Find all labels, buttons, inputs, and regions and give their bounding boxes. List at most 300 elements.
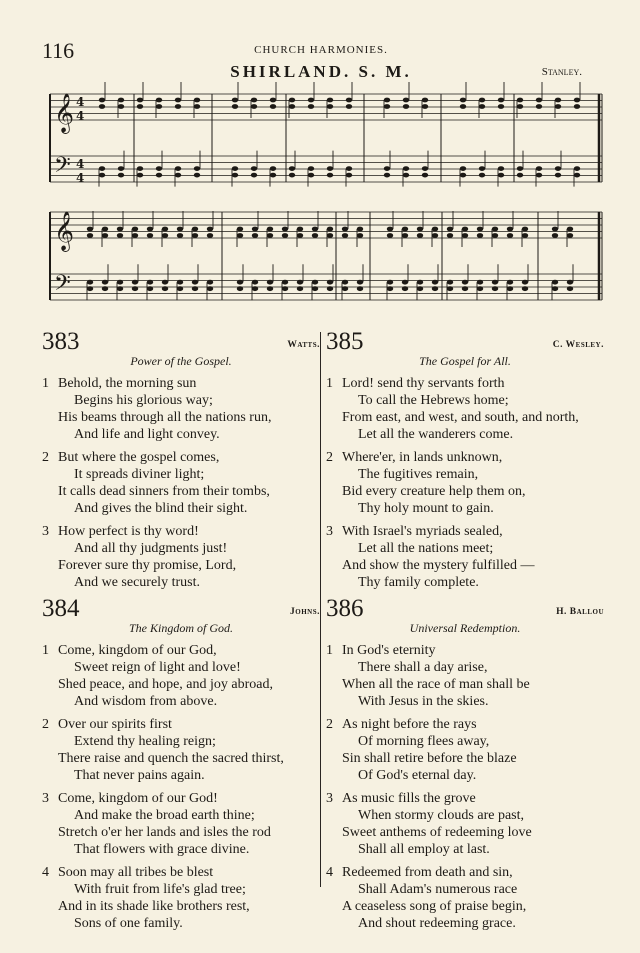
note-head [555,166,561,171]
treble-clef-icon: 𝄞 [54,93,75,133]
verse-line [326,574,604,591]
stanza-number: 3 [326,524,333,539]
note-head [267,233,273,238]
verse-text: Sin shall retire before the blaze [342,751,517,766]
verse-line [42,449,320,466]
verse-text: That flowers with grace divine. [74,842,250,857]
note-head [156,104,162,109]
stanza [42,864,320,932]
hymn-header [42,597,320,623]
note-head [99,173,105,178]
verse-line [326,915,604,932]
note-head [387,227,393,232]
verse-line [42,540,320,557]
note-head [117,286,123,291]
time-signature: 4 [76,95,85,109]
note-head [447,280,453,285]
note-head [522,280,528,285]
note-head [102,233,108,238]
hymn-header [326,330,604,356]
note-head [403,98,409,103]
note-head [132,286,138,291]
verse-text: There shall a day arise, [358,660,488,675]
note-head [447,286,453,291]
stanza [326,642,604,710]
note-head [270,166,276,171]
bass-clef-icon: 𝄢 [54,153,71,183]
verse-text: And life and light convey. [74,427,220,442]
verse-line [42,750,320,767]
note-head [402,233,408,238]
note-head [417,233,423,238]
note-head [117,227,123,232]
note-head [147,233,153,238]
stanza-number: 1 [326,643,333,658]
verse-line [326,733,604,750]
verse-text: From east, and west, and south, and north, [342,410,579,425]
treble-clef-icon: 𝄞 [54,211,75,251]
hymn-384 [42,597,320,932]
note-head [232,98,238,103]
note-head [536,98,542,103]
note-head [417,227,423,232]
stanza-number: 4 [42,865,49,880]
note-head [402,280,408,285]
note-head [422,104,428,109]
note-head [308,104,314,109]
note-head [237,233,243,238]
stanza [42,449,320,517]
note-head [327,98,333,103]
note-head [422,166,428,171]
verse-line [42,824,320,841]
note-head [156,98,162,103]
note-head [251,166,257,171]
note-head [147,227,153,232]
stanza-number: 2 [42,717,49,732]
note-head [402,227,408,232]
stanza [326,716,604,784]
note-head [357,280,363,285]
verse-text: Behold, the morning sun [58,376,197,391]
note-head [517,104,523,109]
verse-text: With Jesus in the skies. [358,694,489,709]
bass-clef-icon: 𝄢 [54,271,71,301]
verse-line [326,375,604,392]
stanza [42,642,320,710]
note-head [552,227,558,232]
note-head [308,173,314,178]
stanza-number: 3 [42,524,49,539]
note-head [567,280,573,285]
note-head [384,166,390,171]
verse-line [42,523,320,540]
note-head [175,104,181,109]
note-head [479,173,485,178]
note-head [432,233,438,238]
note-head [312,286,318,291]
note-head [387,233,393,238]
verse-line [326,864,604,881]
note-head [232,173,238,178]
note-head [177,227,183,232]
note-head [207,233,213,238]
left-column [42,330,320,938]
stanza-number: 1 [42,643,49,658]
note-head [384,173,390,178]
note-head [251,173,257,178]
note-head [479,98,485,103]
verse-text: Shall all employ at last. [358,842,490,857]
verse-line [42,426,320,443]
verse-text: Lord! send thy servants forth [342,376,505,391]
note-head [342,227,348,232]
note-head [137,104,143,109]
note-head [207,286,213,291]
stanza-number: 4 [326,865,333,880]
verse-line [326,676,604,693]
verse-text: Sweet anthems of redeeming love [342,825,532,840]
note-head [522,227,528,232]
note-head [118,166,124,171]
note-head [432,280,438,285]
note-head [432,227,438,232]
hymn-386 [326,597,604,932]
verse-text: Begins his glorious way; [74,393,213,408]
note-head [175,173,181,178]
verse-line [326,767,604,784]
verse-text: And wisdom from above. [74,694,218,709]
note-head [346,104,352,109]
verse-line [42,898,320,915]
note-head [447,233,453,238]
verse-text: Thy family complete. [358,575,479,590]
note-head [492,233,498,238]
note-head [312,233,318,238]
verse-text: And in its shade like brothers rest, [58,899,250,914]
note-head [147,280,153,285]
verse-line [42,659,320,676]
note-head [156,166,162,171]
verse-text: As music fills the grove [342,791,476,806]
note-head [312,280,318,285]
verse-line [42,676,320,693]
verse-text: Let all the nations meet; [358,541,494,556]
note-head [327,173,333,178]
note-head [536,104,542,109]
note-head [574,173,580,178]
time-signature: 4 [76,157,85,171]
note-head [460,104,466,109]
verse-line [326,426,604,443]
note-head [137,173,143,178]
note-head [536,173,542,178]
verse-text: Extend thy healing reign; [74,734,216,749]
note-head [102,227,108,232]
tune-title: SHIRLAND. S. M. [230,62,412,81]
note-head [432,286,438,291]
note-head [507,233,513,238]
verse-text: Shed peace, and hope, and joy abroad, [58,677,273,692]
note-head [492,286,498,291]
running-title: CHURCH HARMONIES. [254,44,388,56]
note-head [384,98,390,103]
verse-line [326,824,604,841]
note-head [517,98,523,103]
hymn-subtitle: Universal Redemption. [409,621,521,635]
verse-text: Over our spirits first [58,717,172,732]
verse-line [326,898,604,915]
note-head [327,166,333,171]
note-head [327,280,333,285]
hymn-subtitle: The Gospel for All. [419,354,511,368]
note-head [555,104,561,109]
stanza-number: 3 [326,791,333,806]
note-head [102,280,108,285]
note-head [422,173,428,178]
hymn-author: Watts. [287,340,320,350]
note-head [270,173,276,178]
verse-text: And shout redeeming grace. [358,916,516,931]
verse-text: It spreads diviner light; [74,467,205,482]
verse-line [42,483,320,500]
note-head [403,173,409,178]
verse-text: But where the gospel comes, [58,450,220,465]
hymn-subtitle: Power of the Gospel. [130,354,232,368]
hymn-383 [42,330,320,591]
note-head [327,104,333,109]
note-head [492,280,498,285]
hymn-author: C. Wesley. [552,340,604,350]
note-head [232,166,238,171]
note-head [175,166,181,171]
hymn-author: Johns. [290,607,320,617]
verse-text: And gives the blind their sight. [74,501,248,516]
note-head [536,166,542,171]
hymn-header [42,330,320,356]
note-head [162,280,168,285]
verse-line [326,466,604,483]
note-head [117,233,123,238]
note-head [462,280,468,285]
note-head [270,98,276,103]
stanza [42,375,320,443]
stanza-number: 3 [42,791,49,806]
stanza [326,864,604,932]
verse-text: With Israel's myriads sealed, [342,524,503,539]
verse-text: Sweet reign of light and love! [74,660,241,675]
note-head [192,227,198,232]
verse-text: Shall Adam's numerous race [358,882,518,897]
hymn-author: H. Ballou [556,607,604,617]
note-head [251,98,257,103]
time-signature: 4 [76,109,85,123]
verse-line [42,881,320,898]
note-head [447,227,453,232]
verse-text: His beams through all the nations run, [58,410,272,425]
note-head [87,286,93,291]
note-head [118,98,124,103]
verse-text: With fruit from life's glad tree; [74,882,246,897]
note-head [297,280,303,285]
verse-line [42,375,320,392]
stanza [326,375,604,443]
note-head [175,98,181,103]
note-head [267,286,273,291]
verse-text: Of morning flees away, [358,734,490,749]
note-head [102,286,108,291]
stanza [326,449,604,517]
note-head [477,227,483,232]
note-head [289,166,295,171]
note-head [207,280,213,285]
note-head [477,233,483,238]
verse-text: To call the Hebrews home; [358,393,509,408]
note-head [252,286,258,291]
page-number: 116 [42,38,75,63]
hymn-subtitle: The Kingdom of God. [128,621,233,635]
note-head [507,286,513,291]
right-column [326,330,604,938]
verse-line [42,841,320,858]
stanza-number: 2 [326,450,333,465]
note-head [267,280,273,285]
note-head [507,280,513,285]
verse-line [326,409,604,426]
note-head [87,227,93,232]
column-divider [320,332,321,887]
note-head [555,98,561,103]
note-head [237,227,243,232]
note-head [177,280,183,285]
verse-text: And we securely trust. [74,575,200,590]
tune-composer: Stanley. [541,66,582,78]
note-head [517,173,523,178]
note-head [342,233,348,238]
note-head [147,286,153,291]
note-head [498,166,504,171]
note-head [282,286,288,291]
note-head [194,166,200,171]
hymn-number: 385 [326,328,364,355]
note-head [289,173,295,178]
note-head [498,173,504,178]
verse-text: How perfect is thy word! [58,524,199,539]
note-head [137,98,143,103]
note-head [387,280,393,285]
verse-text: When stormy clouds are past, [358,808,525,823]
verse-line [42,557,320,574]
note-head [132,227,138,232]
stanza [42,716,320,784]
note-head [555,173,561,178]
note-head [507,227,513,232]
stanza [326,523,604,591]
note-head [460,98,466,103]
verse-line [326,392,604,409]
note-head [118,173,124,178]
note-head [462,233,468,238]
time-signature: 4 [76,171,85,185]
note-head [498,98,504,103]
note-head [132,280,138,285]
note-head [327,286,333,291]
verse-line [326,642,604,659]
note-head [267,227,273,232]
note-head [194,173,200,178]
note-head [477,286,483,291]
note-head [192,233,198,238]
stanza [42,523,320,591]
verse-line [42,693,320,710]
verse-text: Thy holy mount to gain. [358,501,494,516]
verse-text: Bid every creature help them on, [342,484,526,499]
verse-text: Forever sure thy promise, Lord, [58,558,237,573]
note-head [232,104,238,109]
note-head [237,280,243,285]
verse-line [326,750,604,767]
verse-line [42,409,320,426]
note-head [462,286,468,291]
note-head [498,104,504,109]
note-head [252,233,258,238]
verse-line [42,466,320,483]
verse-text: As night before the rays [342,717,477,732]
note-head [567,227,573,232]
note-head [346,173,352,178]
stanza-number: 2 [42,450,49,465]
stanza [42,790,320,858]
note-head [207,227,213,232]
note-head [282,233,288,238]
note-head [462,227,468,232]
note-head [403,104,409,109]
verse-text: Come, kingdom of our God, [58,643,217,658]
note-head [99,166,105,171]
note-head [574,98,580,103]
hymn-number: 384 [42,595,80,622]
note-head [297,227,303,232]
note-head [342,286,348,291]
note-head [387,286,393,291]
note-head [346,98,352,103]
note-head [403,166,409,171]
verse-text: A ceaseless song of praise begin, [342,899,527,914]
note-head [417,280,423,285]
note-head [327,233,333,238]
verse-line [326,807,604,824]
note-head [289,98,295,103]
verse-line [326,716,604,733]
note-head [251,104,257,109]
note-head [522,233,528,238]
verse-line [42,642,320,659]
verse-line [42,574,320,591]
verse-line [326,557,604,574]
note-head [177,286,183,291]
note-head [162,286,168,291]
note-head [252,280,258,285]
note-head [479,104,485,109]
verse-line [42,915,320,932]
verse-text: Let all the wanderers come. [358,427,514,442]
note-head [384,104,390,109]
verse-text: That never pains again. [74,768,205,783]
note-head [87,233,93,238]
verse-text: And make the broad earth thine; [74,808,255,823]
verse-line [326,881,604,898]
note-head [87,280,93,285]
